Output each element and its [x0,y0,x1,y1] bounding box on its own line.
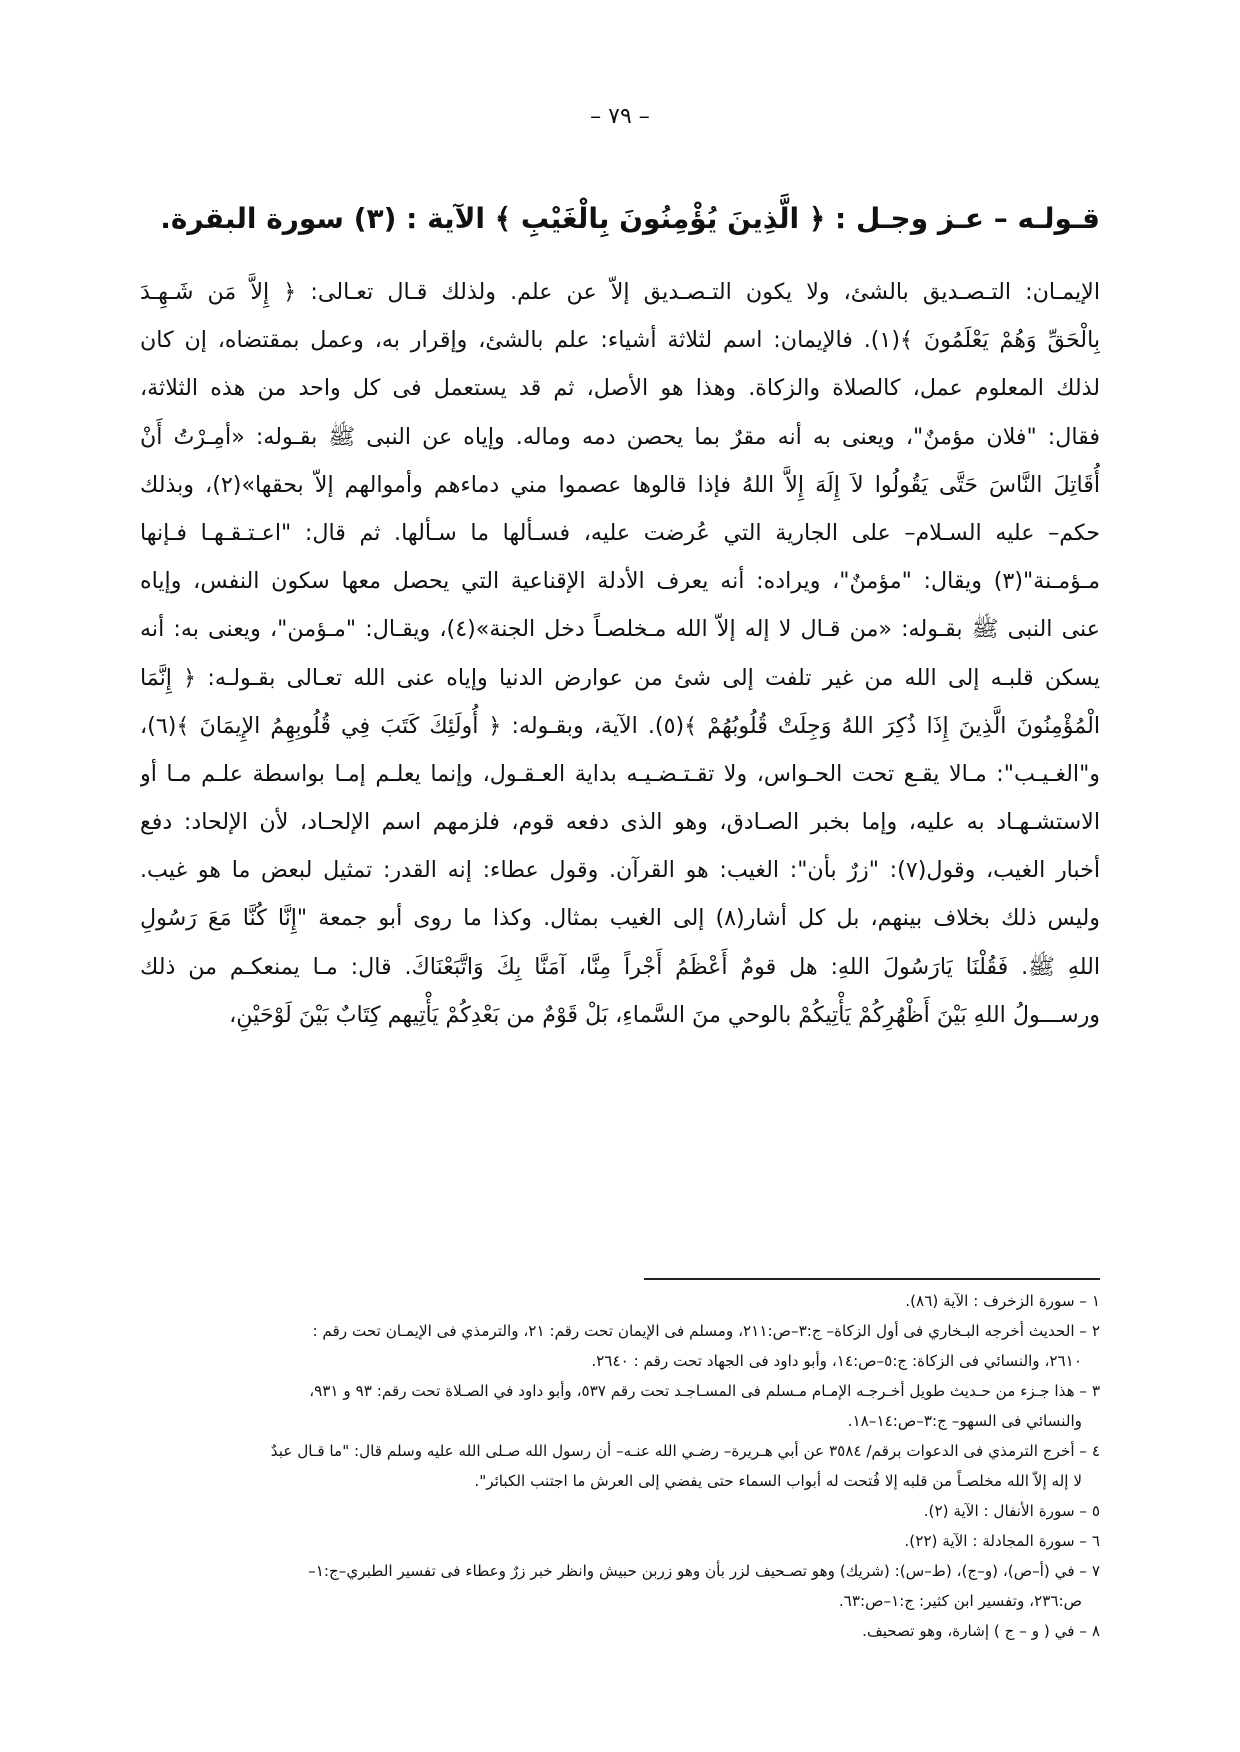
body-line: الاستشـهـاد به عليه، وإما بخبر الصـادق، وهو الذى دفعه قوم، فلزمهم اسم الإلحـاد، لأن الإلحاد: دفع [140,809,1100,836]
footnote-1: ١ – سورة الزخرف : الآية (٨٦). [905,1292,1100,1310]
footnote-4-continued: لا إله إلاّ الله مخلصـاً من قلبه إلا فُتحت له أبواب السماء حتى يفضي إلى العرش ما اجتنب الكبائر". [474,1472,1082,1490]
body-line: عنى النبى ﷺ بقـوله: «من قـال لا إله إلاّ الله مـخلصـاً دخل الجنة»(٤)، ويقـال: "مـؤمن"، ويعنى به: أنه [140,616,1100,643]
footnote-7: ٧ – في (أ–ص)، (و–ج)، (ط–س): (شريك) وهو تصـحيف لزر بأن وهو زربن حبيش وانظر خبر زرٌ وعطاء فى تفسير الطبري–ج:١– [308,1562,1100,1580]
footnote-4: ٤ – أخرج الترمذي فى الدعوات برقم/ ٣٥٨٤ عن أبي هـريرة– رضـي الله عنـه– أن رسول الله صـلى الله عليه وسلم قال: "ما قـال عبدٌ [270,1442,1100,1460]
body-line: لذلك المعلوم عمل، كالصلاة والزكاة. وهذا هو الأصل، ثم قد يستعمل فى كل واحد من هذه الثلاثة، [140,375,1100,402]
footnote-7-continued: ص:٢٣٦، وتفسير ابن كثير: ج:١–ص:٦٣. [838,1592,1082,1610]
footnote-5: ٥ – سورة الأنفال : الآية (٢). [923,1502,1100,1520]
body-line: مـؤمـنة"(٣) ويقال: "مؤمنٌ"، ويراده: أنه يعرف الأدلة الإقناعية التي يحصل معها سكون النفس، وإياه [140,568,1100,595]
body-line: فقال: "فلان مؤمنٌ"، ويعنى به أنه مقرٌ بما يحصن دمه وماله. وإياه عن النبى ﷺ بقـوله: «أمِـرْتُ أَنْ [140,423,1100,450]
body-line: الْمُؤْمِنُونَ الَّذِينَ إِذَا ذُكِرَ اللهُ وَجِلَتْ قُلُوبُهُمْ ﴾(٥). الآية، وبقـوله: ﴿ أُولَئِكَ كَتَبَ فِي قُلُوبِهِمُ الإِيمَانَ ﴾(٦)، [140,712,1100,739]
footnote-2: ٢ – الحديث أخرجه البـخاري فى أول الزكاة– ج:٣–ص:٢١١، ومسلم فى الإيمان تحت رقم: ٢١، والترمذي فى الإيمـان تحت رقم : [312,1322,1100,1340]
body-line: وليس ذلك بخلاف بينهم، بل كل أشار(٨) إلى الغيب بمثال. وكذا ما روى أبو جمعة "إِنَّا كُنَّا مَعَ رَسُولِ [140,905,1100,932]
body-line: اللهِ ﷺ. فَقُلْنَا يَارَسُولَ اللهِ: هل قومٌ أَعْظَمُ أَجْراً مِنَّا، آمَنَّا بِكَ وَاتَّبَعْنَاكَ. قال: مـا يمنعكـم من ذلك [140,953,1100,980]
footnote-separator [644,1278,1100,1280]
body-line: يسكن قلبـه إلى الله من غير تلفت إلى شئ من عوارض الدنيا وإياه عنى الله تعـالى بقـولـه: ﴿ إِنَّمَا [140,664,1100,691]
body-line: بِالْحَقِّ وَهُمْ يَعْلَمُونَ ﴾(١). فالإيمان: اسم لثلاثة أشياء: علم بالشئ، وإقرار به، وعمل بمقتضاه، إن كان [140,327,1100,354]
footnote-3-continued: والنسائي فى السهو– ج:٣–ص:١٤–١٨. [847,1412,1082,1430]
footnote-3: ٣ – هذا جـزء من حـديث طويل أخـرجـه الإمـام مـسلم فى المسـاجـد تحت رقم ٥٣٧، وأبو داود في الصـلاة تحت رقم: ٩٣ و ٩٣١، [309,1382,1100,1400]
body-line: و"الغـيـب": مـالا يقـع تحت الحـواس، ولا تقـتـضـيـه بداية العـقـول، وإنما يعلـم إمـا بواسطة علـم مـا أو [140,760,1100,787]
body-line: ورســـولُ اللهِ بَيْنَ أَظْهُرِكُمْ يَأْتِيكُمْ بالوحي منَ السَّماءِ، بَلْ قَوْمٌ من بَعْدِكُمْ يَأْتِيهم كِتَابٌ بَيْنَ لَوْحَيْنِ، [229,1001,1100,1028]
body-line: الإيمـان: التـصـديق بالشئ، ولا يكون التـصـديق إلاّ عن علم. ولذلك قـال تعـالى: ﴿ إِلاَّ مَن شَـهِـدَ [140,279,1100,305]
section-heading: قـولـه – عـز وجـل : ﴿ الَّذِينَ يُؤْمِنُونَ بِالْغَيْبِ ﴾ الآية : (٣) سورة البقرة. [160,202,1100,235]
footnote-6: ٦ – سورة المجادلة : الآية (٢٢). [904,1532,1100,1550]
footnotes [140,1286,1100,1646]
body-line: حكم– عليه السـلام– على الجارية التي عُرضت عليه، فسـألها ما سـألها. ثم قال: "اعـتـقـهـا فـإنها [140,519,1100,546]
body-text [140,268,1100,1039]
page-number: – ٧٩ – [590,104,650,129]
footnote-2-continued: ٢٦١٠، والنسائي فى الزكاة: ج:٥–ص:١٤، وأبو داود فى الجهاد تحت رقم : ٢٦٤٠. [591,1352,1082,1370]
footnote-8: ٨ – في ( و – ج ) إشارة، وهو تصحيف. [862,1622,1100,1640]
body-line: أخبار الغيب، وقول(٧): "زرٌ بأن": الغيب: هو القرآن. وقول عطاء: إنه القدر: تمثيل لبعض ما هو غيب. [140,857,1100,884]
body-line: أُقَاتِلَ النَّاسَ حَتَّى يَقُولُوا لاَ إِلَهَ إِلاَّ اللهُ فإذا قالوها عصموا مني دماءهم وأموالهم إلاّ بحقها»(٢)، وبذلك [140,471,1100,498]
